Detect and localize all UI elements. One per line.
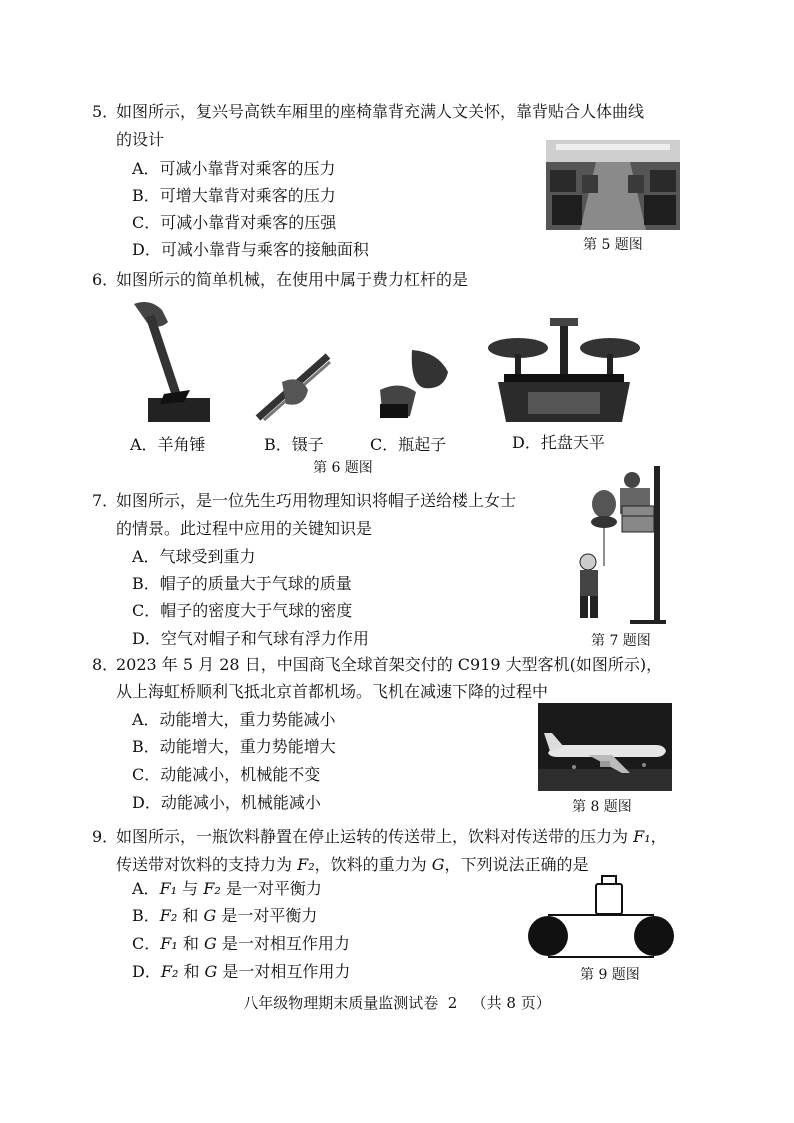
question-8-stem-line2: 从上海虹桥顺利飞抵北京首都机场。飞机在减速下降的过程中 — [116, 682, 549, 701]
question-7-option-d: D．空气对帽子和气球有浮力作用 — [132, 629, 369, 648]
q9c-letter: C． — [132, 934, 161, 953]
train-interior-photo — [546, 140, 680, 230]
q9a-letter: A． — [132, 879, 160, 898]
q9c-mid: 和 — [177, 934, 204, 953]
q9b-var1: F₂ — [159, 906, 178, 925]
question-5-option-d: D．可减小靠背与乘客的接触面积 — [132, 240, 369, 259]
question-8-stem-line1: 2023 年 5 月 28 日，中国商飞全球首架交付的 C919 大型客机(如图所示)， — [116, 655, 663, 674]
bottle-opener-image — [372, 344, 454, 424]
q9-stem-text-4: ，饮料的重力为 — [314, 855, 432, 874]
q9-stem-text-2: ， — [650, 827, 667, 846]
question-6-stem: 如图所示的简单机械，在使用中属于费力杠杆的是 — [116, 270, 469, 289]
question-6-option-a: A．羊角锤 — [130, 435, 206, 454]
question-5-option-a: A．可减小靠背对乘客的压力 — [132, 159, 336, 178]
question-5-stem-line2: 的设计 — [116, 130, 165, 149]
q9d-var1: F₂ — [160, 962, 179, 981]
balloon-hat-illustration — [568, 466, 668, 626]
question-7-number: 7． — [92, 491, 119, 510]
tweezers-image — [250, 348, 336, 424]
question-9-option-b — [132, 902, 317, 930]
q9b-letter: B． — [132, 906, 160, 925]
q9a-rest: 是一对平衡力 — [220, 879, 322, 898]
q9b-rest: 是一对平衡力 — [216, 906, 318, 925]
q9a-mid: 与 — [177, 879, 204, 898]
question-7-figure-caption: 第 7 题图 — [591, 633, 651, 649]
question-9-option-d — [132, 958, 350, 986]
question-9-option-a — [132, 875, 322, 903]
question-6-option-b: B．镊子 — [264, 435, 324, 454]
question-9-option-c — [132, 930, 350, 958]
question-8-option-d: D．动能减小，机械能减小 — [132, 793, 321, 812]
question-7-option-b: B．帽子的质量大于气球的质量 — [132, 574, 352, 593]
question-8-option-a: A．动能增大，重力势能减小 — [132, 710, 336, 729]
question-5-stem-line1: 如图所示，复兴号高铁车厢里的座椅靠背充满人文关怀，靠背贴合人体曲线 — [116, 102, 645, 121]
question-9-stem-line1 — [116, 823, 667, 851]
question-8-option-b: B．动能增大，重力势能增大 — [132, 737, 336, 756]
c919-aircraft-photo — [538, 703, 672, 791]
question-7-option-a: A．气球受到重力 — [132, 547, 256, 566]
q9-var-g: G — [431, 855, 445, 874]
footer-title: 八年级物理期末质量监测试卷 — [243, 994, 439, 1012]
q9b-var2: G — [203, 906, 217, 925]
question-5-figure-caption: 第 5 题图 — [583, 237, 643, 253]
question-5-number: 5． — [92, 102, 119, 121]
question-6-option-d: D．托盘天平 — [512, 433, 605, 452]
question-7-stem-line2: 的情景。此过程中应用的关键知识是 — [116, 519, 373, 538]
q9b-mid: 和 — [177, 906, 204, 925]
question-7-option-c: C．帽子的密度大于气球的密度 — [132, 601, 353, 620]
q9d-letter: D． — [132, 962, 161, 981]
q9-var-f1: F₁ — [633, 827, 651, 846]
q9d-mid: 和 — [178, 962, 205, 981]
question-8-option-c: C．动能减小，机械能不变 — [132, 765, 321, 784]
question-7-stem-line1: 如图所示，是一位先生巧用物理知识将帽子送给楼上女士 — [116, 491, 517, 510]
q9a-var2: F₂ — [203, 879, 221, 898]
q9-stem-text-3: 传送带对饮料的支持力为 — [116, 855, 298, 874]
question-6-option-c: C．瓶起子 — [370, 435, 447, 454]
question-8-figure-caption: 第 8 题图 — [572, 799, 632, 815]
q9d-rest: 是一对相互作用力 — [217, 962, 351, 981]
question-9-figure-caption: 第 9 题图 — [580, 967, 640, 983]
question-8-number: 8． — [92, 655, 119, 674]
footer-total-pages: （共 8 页） — [471, 994, 551, 1012]
q9-stem-text-1: 如图所示，一瓶饮料静置在停止运转的传送带上，饮料对传送带的压力为 — [116, 827, 634, 846]
footer-page-number: 2 — [447, 994, 458, 1012]
q9-var-f2: F₂ — [297, 855, 315, 874]
question-6-figure-caption: 第 6 题图 — [313, 460, 373, 476]
q9c-var2: G — [203, 934, 217, 953]
q9c-var1: F₁ — [160, 934, 178, 953]
claw-hammer-image — [120, 298, 220, 426]
question-5-option-c: C．可减小靠背对乘客的压强 — [132, 213, 337, 232]
question-5-option-b: B．可增大靠背对乘客的压力 — [132, 186, 336, 205]
tray-balance-image — [488, 316, 640, 424]
question-9-number: 9． — [92, 827, 119, 846]
conveyor-belt-diagram — [526, 872, 676, 962]
q9c-rest: 是一对相互作用力 — [216, 934, 350, 953]
q9-stem-text-5: ，下列说法正确的是 — [444, 855, 589, 874]
q9a-var1: F₁ — [159, 879, 178, 898]
page-footer — [0, 992, 794, 1013]
question-6-number: 6． — [92, 270, 119, 289]
q9d-var2: G — [204, 962, 218, 981]
